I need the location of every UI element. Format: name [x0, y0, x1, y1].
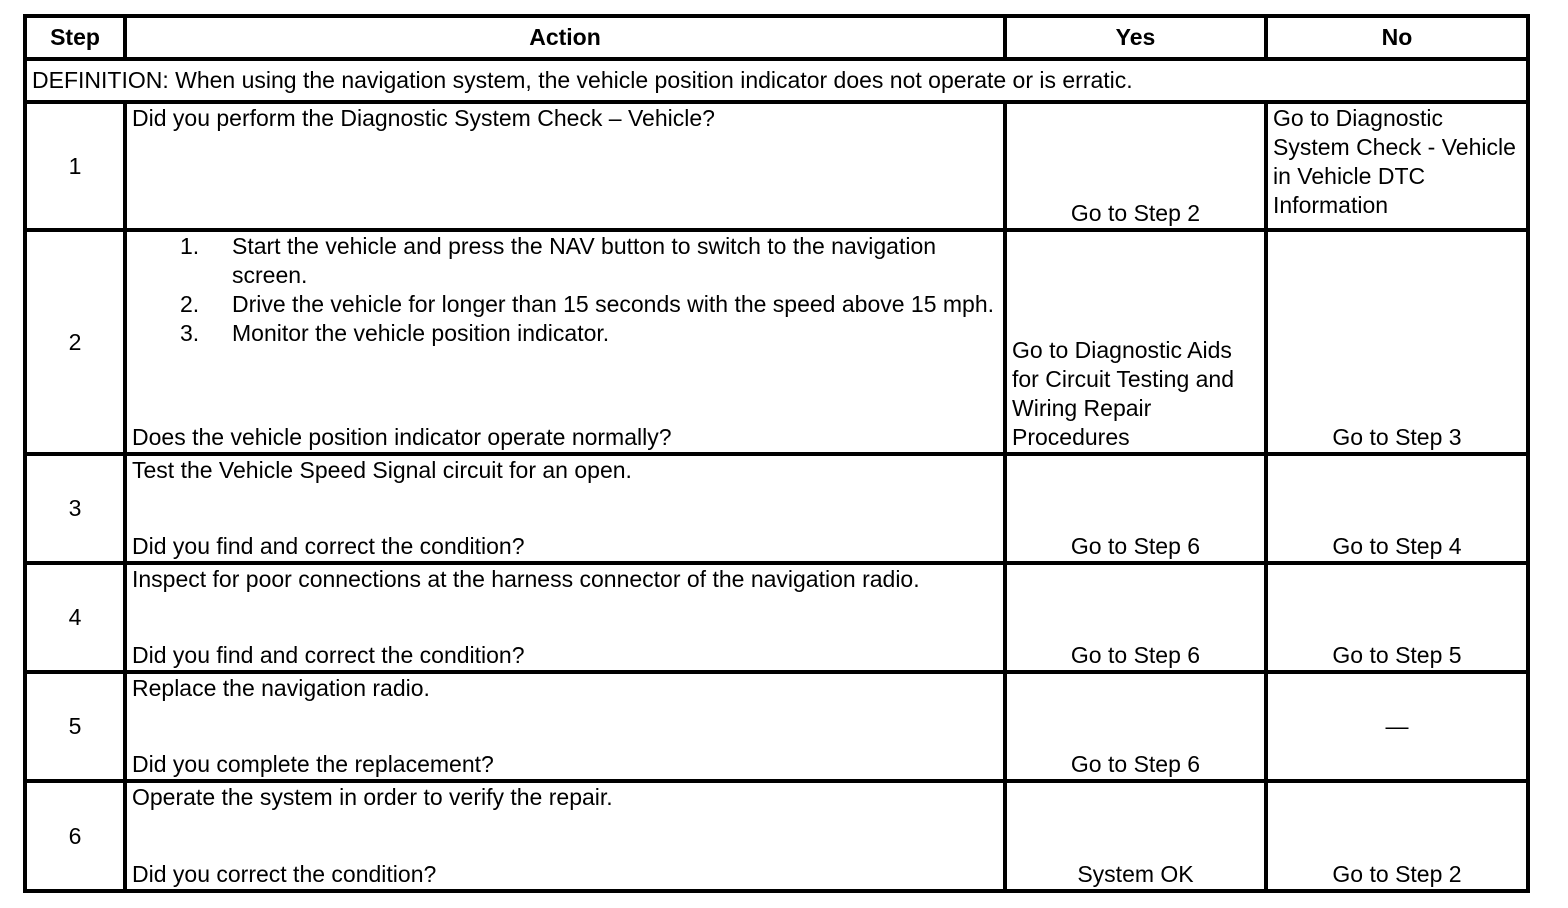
- no-cell: Go to Step 2: [1266, 781, 1528, 891]
- header-step: Step: [25, 16, 125, 59]
- table-row: [25, 563, 1528, 672]
- no-cell: Go to Diagnostic System Check - Vehicle in Vehicle DTC Information: [1266, 102, 1528, 230]
- table-row: [25, 230, 1528, 454]
- header-action: Action: [125, 16, 1005, 59]
- action-cell: [125, 230, 1005, 454]
- procedure-item-text: Drive the vehicle for longer than 15 seconds with the speed above 15 mph.: [232, 291, 995, 317]
- action-question: Did you find and correct the condition?: [132, 642, 525, 668]
- action-text: Operate the system in order to verify the repair.: [132, 784, 613, 810]
- no-cell: Go to Step 4: [1266, 454, 1528, 563]
- no-cell: Go to Step 3: [1266, 230, 1528, 454]
- no-cell: Go to Step 5: [1266, 563, 1528, 672]
- procedure-item-number: 3.: [180, 320, 200, 346]
- header-no: No: [1266, 16, 1528, 59]
- action-text: Replace the navigation radio.: [132, 675, 430, 701]
- table-row: [25, 672, 1528, 781]
- table-row: [25, 102, 1528, 230]
- step-number: 4: [25, 563, 125, 672]
- procedure-list: [132, 232, 998, 348]
- procedure-item: [132, 232, 998, 290]
- procedure-item-number: 2.: [180, 291, 200, 317]
- action-cell: [125, 102, 1005, 230]
- procedure-item-text: Monitor the vehicle position indicator.: [232, 320, 610, 346]
- yes-cell: Go to Step 6: [1005, 454, 1266, 563]
- step-number: 3: [25, 454, 125, 563]
- step-number: 6: [25, 781, 125, 891]
- header-row: [25, 16, 1528, 59]
- definition-text: DEFINITION: When using the navigation system, the vehicle position indicator does not operate or is erratic.: [25, 59, 1528, 102]
- procedure-item-text: Start the vehicle and press the NAV button to switch to the navigation screen.: [232, 233, 937, 288]
- action-text: Test the Vehicle Speed Signal circuit for an open.: [132, 457, 632, 483]
- action-question: Did you correct the condition?: [132, 861, 437, 887]
- yes-cell: Go to Step 6: [1005, 672, 1266, 781]
- procedure-item: [132, 290, 998, 319]
- action-cell: [125, 454, 1005, 563]
- table-row: [25, 454, 1528, 563]
- header-yes: Yes: [1005, 16, 1266, 59]
- action-question: Did you complete the replacement?: [132, 751, 494, 777]
- no-cell: —: [1266, 672, 1528, 781]
- yes-cell: System OK: [1005, 781, 1266, 891]
- action-text: Did you perform the Diagnostic System Check – Vehicle?: [132, 105, 715, 131]
- procedure-item-number: 1.: [180, 233, 200, 259]
- yes-cell: Go to Step 2: [1005, 102, 1266, 230]
- procedure-item: [132, 319, 998, 348]
- yes-cell: Go to Step 6: [1005, 563, 1266, 672]
- yes-cell: Go to Diagnostic Aids for Circuit Testing and Wiring Repair Procedures: [1005, 230, 1266, 454]
- action-question: Did you find and correct the condition?: [132, 533, 525, 559]
- action-text: Inspect for poor connections at the harness connector of the navigation radio.: [132, 566, 920, 592]
- action-cell: [125, 672, 1005, 781]
- diagnostic-table: [23, 14, 1530, 893]
- action-cell: [125, 563, 1005, 672]
- step-number: 1: [25, 102, 125, 230]
- step-number: 2: [25, 230, 125, 454]
- action-question: Does the vehicle position indicator operate normally?: [132, 424, 672, 450]
- action-cell: [125, 781, 1005, 891]
- definition-row: [25, 59, 1528, 102]
- step-number: 5: [25, 672, 125, 781]
- table-row: [25, 781, 1528, 891]
